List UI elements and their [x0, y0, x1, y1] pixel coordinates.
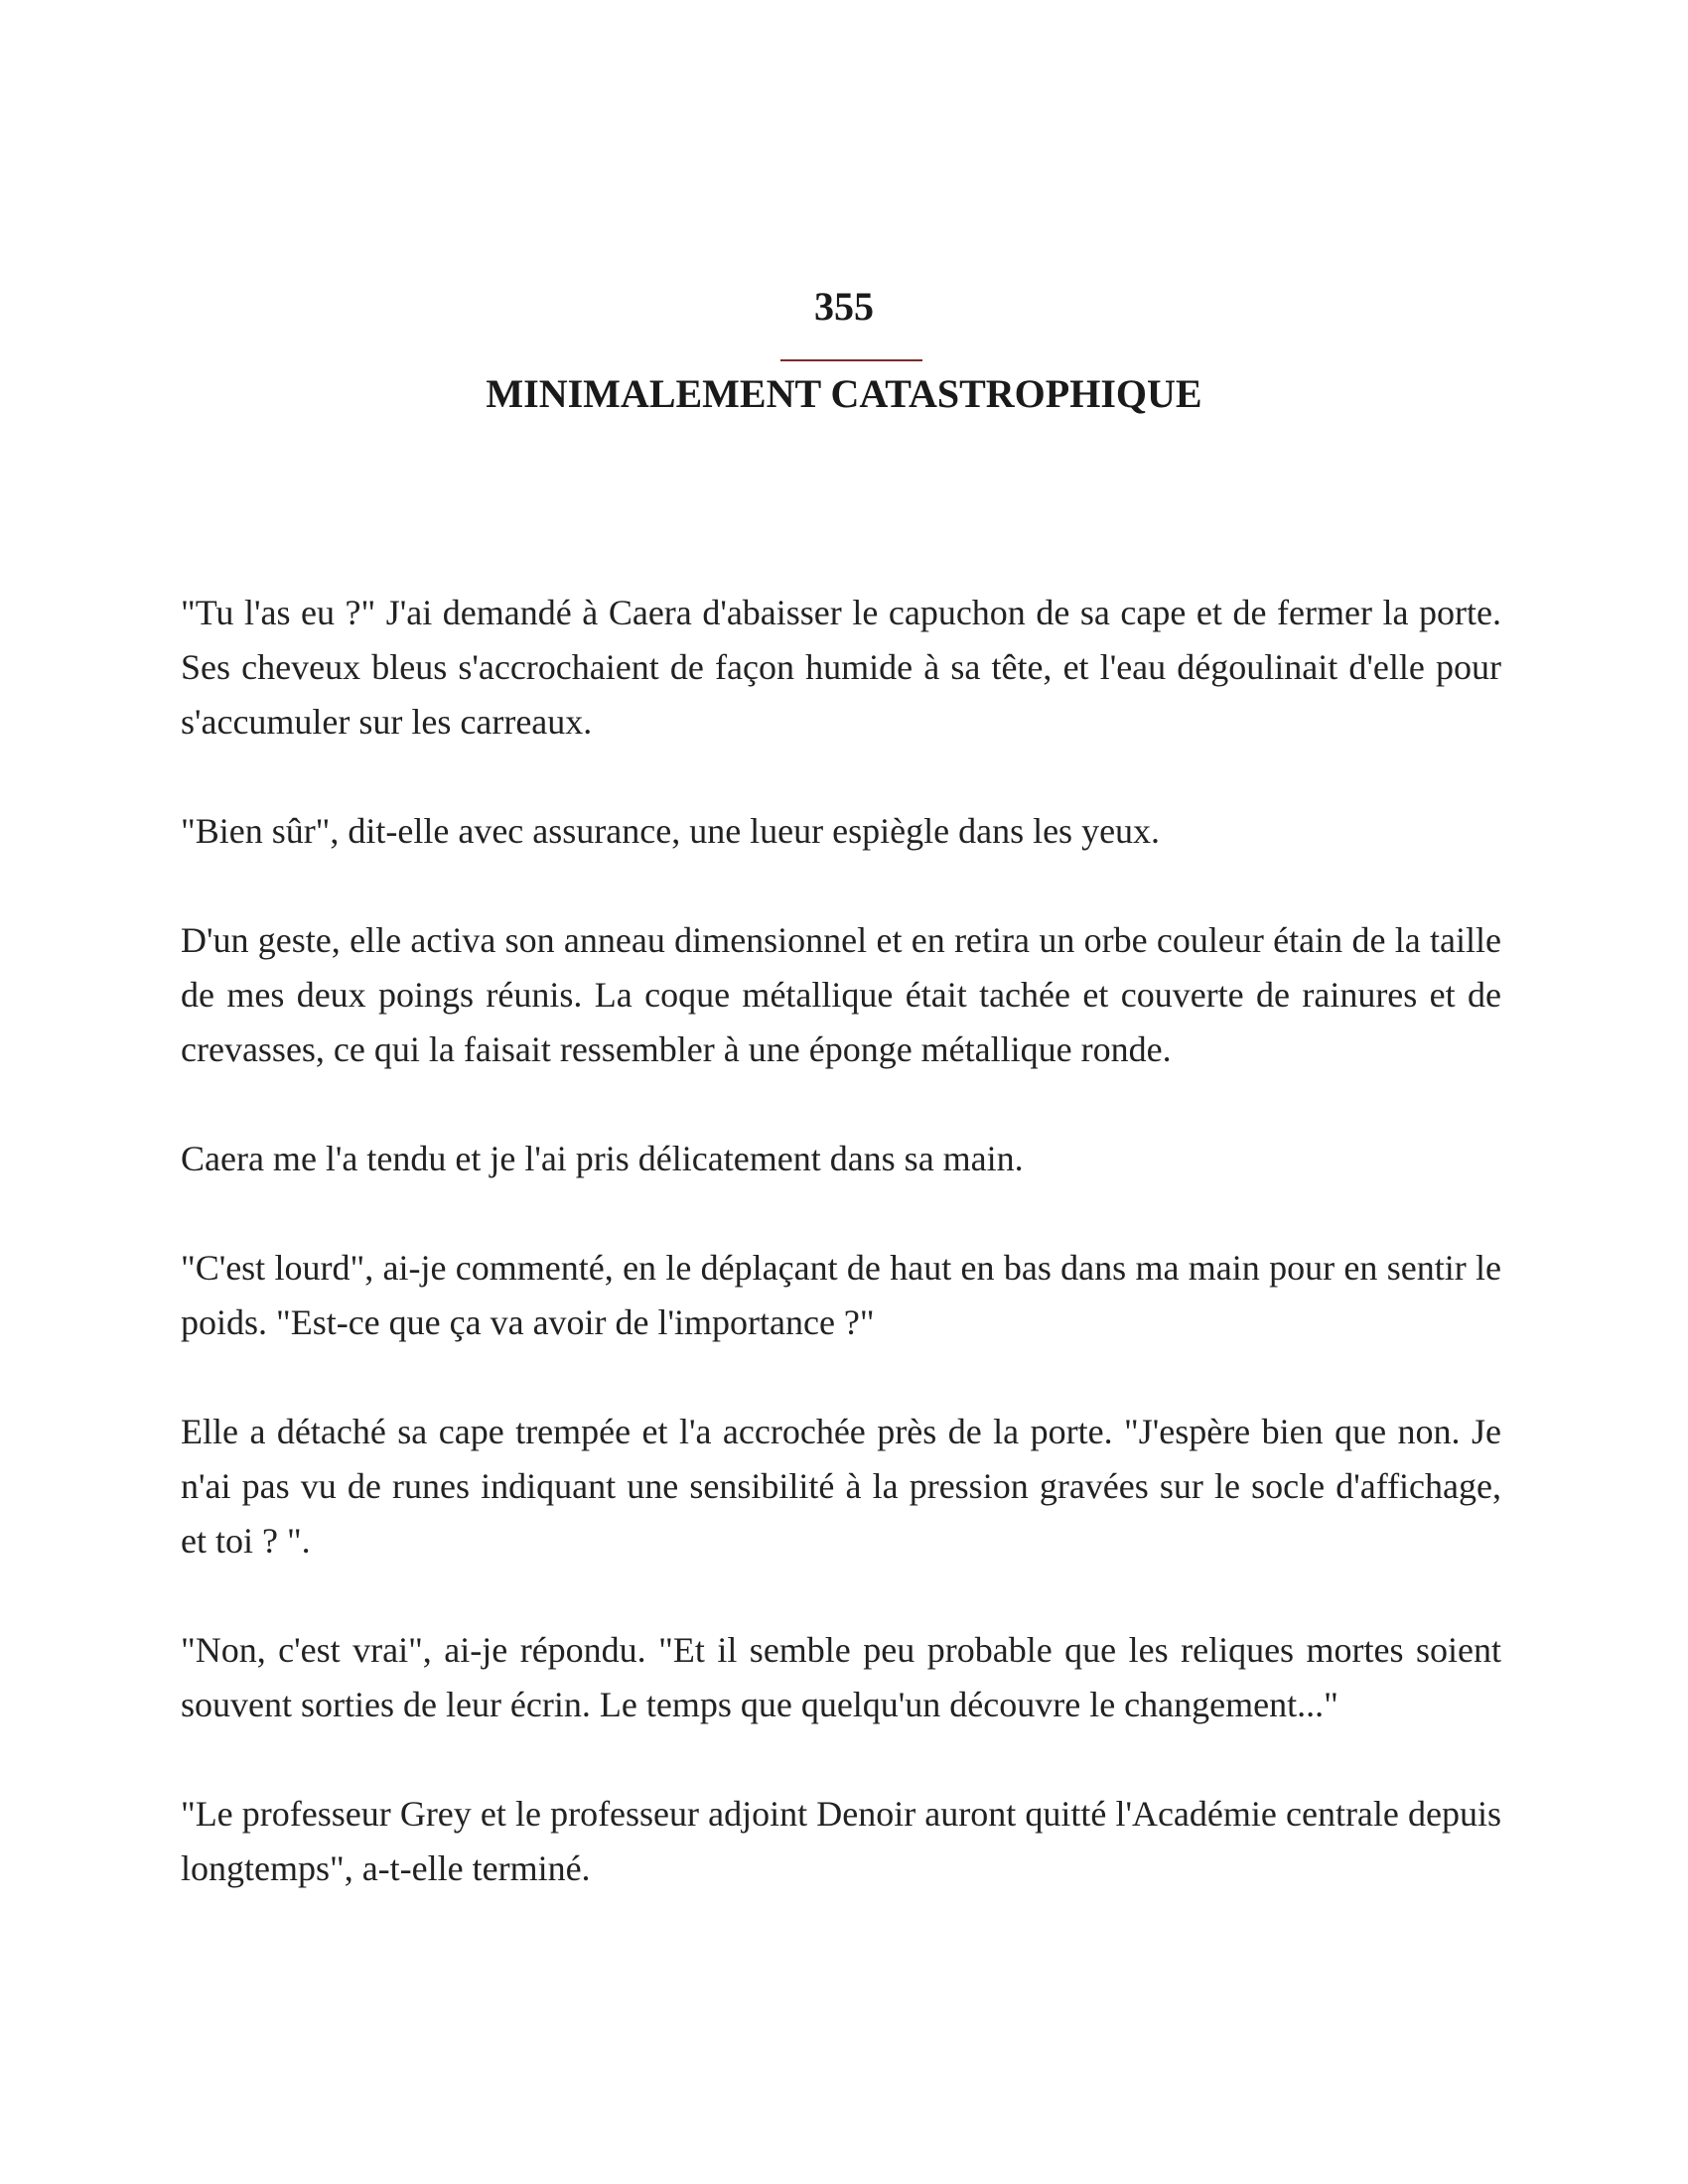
paragraph: Elle a détaché sa cape trempée et l'a accrochée près de la porte. "J'espère bien que non. Je n'ai pas vu de runes indiquant une sensibilité à la pression gravées sur le socle d'affichage, et toi ? ". [181, 1412, 1501, 1561]
paragraph: "Le professeur Grey et le professeur adjoint Denoir auront quitté l'Académie centrale depuis longtemps", a-t-elle terminé. [181, 1794, 1501, 1888]
chapter-body [181, 586, 1501, 1951]
paragraph: "C'est lourd", ai-je commenté, en le déplaçant de haut en bas dans ma main pour en sentir le poids. "Est-ce que ça va avoir de l'importance ?" [181, 1248, 1501, 1342]
paragraph: "Bien sûr", dit-elle avec assurance, une lueur espiègle dans les yeux. [181, 811, 1161, 851]
paragraph: Caera me l'a tendu et je l'ai pris délicatement dans sa main. [181, 1139, 1024, 1178]
chapter-title: MINIMALEMENT CATASTROPHIQUE [486, 371, 1202, 416]
paragraph: D'un geste, elle activa son anneau dimensionnel et en retira un orbe couleur étain de la taille de mes deux poings réunis. La coque métallique était tachée et couverte de rainures et de crevasses, ce qui la faisait ressembler à une éponge métallique ronde. [181, 920, 1501, 1069]
paragraph: "Tu l'as eu ?" J'ai demandé à Caera d'abaisser le capuchon de sa cape et de fermer la porte. Ses cheveux bleus s'accrochaient de façon humide à sa tête, et l'eau dégoulinait d'elle pour s'accumuler sur les carreaux. [181, 593, 1501, 742]
chapter-divider [780, 359, 922, 361]
chapter-number: 355 [814, 284, 874, 329]
paragraph: "Non, c'est vrai", ai-je répondu. "Et il semble peu probable que les reliques mortes soient souvent sorties de leur écrin. Le temps que quelqu'un découvre le changement..." [181, 1630, 1501, 1724]
